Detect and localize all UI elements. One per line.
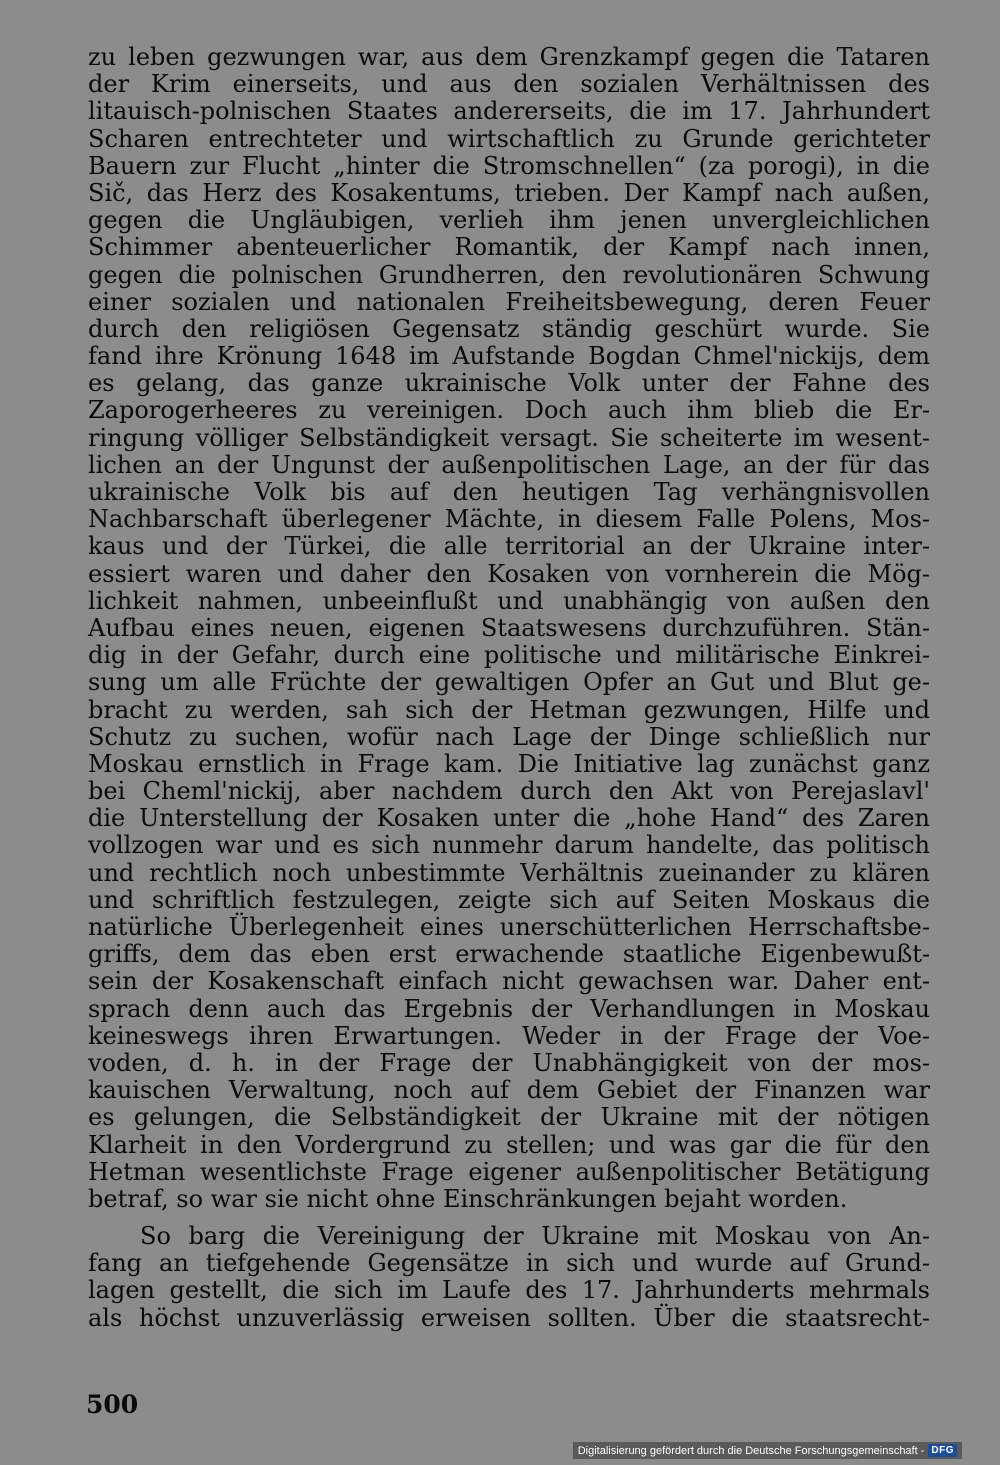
- text-line: gegen die Ungläubigen, verlieh ihm jenen unvergleichlichen: [88, 206, 930, 235]
- text-line: einer sozialen und nationalen Freiheitsbewegung, deren Feuer: [88, 287, 930, 316]
- text-line: Zaporogerheeres zu vereinigen. Doch auch ihm blieb die Er-: [88, 396, 930, 425]
- text-line: gegen die polnischen Grundherren, den revolutionären Schwung: [88, 260, 930, 289]
- text-line: Hetman wesentlichste Frage eigener außenpolitischer Betätigung: [88, 1157, 930, 1186]
- text-line: fang an tiefgehende Gegensätze in sich und wurde auf Grund-: [88, 1249, 930, 1278]
- text-line: kauischen Verwaltung, noch auf dem Gebiet der Finanzen war: [88, 1076, 930, 1105]
- digitization-credit: [573, 1442, 962, 1459]
- text-line: es gelungen, die Selbständigkeit der Ukraine mit der nötigen: [88, 1103, 930, 1132]
- text-line: Scharen entrechteter und wirtschaftlich zu Grunde gerichteter: [88, 124, 930, 153]
- text-line: als höchst unzuverlässig erweisen sollten. Über die staatsrecht-: [88, 1303, 930, 1332]
- page-number: 500: [86, 1390, 139, 1419]
- text-line: durch den religiösen Gegensatz ständig geschürt wurde. Sie: [88, 314, 930, 343]
- text-line: natürliche Überlegenheit eines unerschütterlichen Herrschaftsbe-: [88, 913, 930, 941]
- text-line: griffs, dem das eben erst erwachende staatliche Eigenbewußt-: [88, 940, 930, 969]
- text-line: Sič, das Herz des Kosakentums, trieben. Der Kampf nach außen,: [88, 178, 930, 207]
- text-line: Schimmer abenteuerlicher Romantik, der Kampf nach innen,: [88, 233, 930, 262]
- text-line: sprach denn auch das Ergebnis der Verhandlungen in Moskau: [88, 994, 930, 1023]
- text-line: essiert waren und daher den Kosaken von vornherein die Mög-: [88, 559, 930, 588]
- credit-text: Digitalisierung gefördert durch die Deutsche Forschungsgemeinschaft -: [577, 1444, 925, 1457]
- text-line: So barg die Vereinigung der Ukraine mit Moskau von An-: [140, 1222, 930, 1251]
- text-line: es gelang, das ganze ukrainische Volk unter der Fahne des: [88, 369, 930, 398]
- paragraph-1: [88, 44, 930, 1213]
- text-line: kaus und der Türkei, die alle territorial an der Ukraine inter-: [88, 532, 930, 561]
- text-line: litauisch-polnischen Staates andererseits, die im 17. Jahrhundert: [88, 97, 930, 126]
- text-line: Schutz zu suchen, wofür nach Lage der Dinge schließlich nur: [88, 722, 930, 751]
- page-text-block: [88, 44, 930, 1332]
- text-line: bracht zu werden, sah sich der Hetman gezwungen, Hilfe und: [88, 695, 930, 724]
- text-line: und rechtlich noch unbestimmte Verhältnis zueinander zu klären: [88, 858, 930, 887]
- text-line: Bauern zur Flucht „hinter die Stromschnellen“ (za porogi), in die: [88, 151, 930, 180]
- text-line: und schriftlich festzulegen, zeigte sich auf Seiten Moskaus die: [88, 885, 930, 914]
- text-line: bei Cheml'nickij, aber nachdem durch den Akt von Perejaslavl': [88, 777, 930, 806]
- text-line: sung um alle Früchte der gewaltigen Opfer an Gut und Blut ge-: [88, 668, 930, 697]
- text-line: Nachbarschaft überlegener Mächte, in diesem Falle Polens, Mos-: [88, 505, 930, 534]
- text-line: Moskau ernstlich in Frage kam. Die Initiative lag zunächst ganz: [88, 749, 930, 778]
- text-line: keineswegs ihren Erwartungen. Weder in der Frage der Voe-: [88, 1021, 930, 1050]
- text-line: Klarheit in den Vordergrund zu stellen; und was gar die für den: [88, 1130, 930, 1159]
- paragraph-2: [88, 1223, 930, 1332]
- text-line: lagen gestellt, die sich im Laufe des 17. Jahrhunderts mehrmals: [88, 1276, 930, 1305]
- text-line: lichkeit nahmen, unbeeinflußt und unabhängig von außen den: [88, 586, 930, 615]
- text-line: Aufbau eines neuen, eigenen Staatswesens durchzuführen. Stän-: [88, 613, 930, 642]
- dfg-logo-icon: DFG: [928, 1444, 957, 1457]
- text-line: voden, d. h. in der Frage der Unabhängigkeit von der mos-: [88, 1048, 930, 1077]
- text-line: dig in der Gefahr, durch eine politische und militärische Einkrei-: [88, 641, 930, 670]
- text-line: zu leben gezwungen war, aus dem Grenzkampf gegen die Tataren: [88, 43, 930, 71]
- text-line: der Krim einerseits, und aus den sozialen Verhältnissen des: [88, 70, 930, 99]
- text-line: ukrainische Volk bis auf den heutigen Tag verhängnisvollen: [88, 478, 930, 506]
- text-line: vollzogen war und es sich nunmehr darum handelte, das politisch: [88, 831, 930, 860]
- text-line: betraf, so war sie nicht ohne Einschränkungen bejaht worden.: [88, 1184, 848, 1213]
- text-line: fand ihre Krönung 1648 im Aufstande Bogdan Chmel'nickijs, dem: [88, 342, 930, 371]
- text-line: sein der Kosakenschaft einfach nicht gewachsen war. Daher ent-: [88, 967, 930, 996]
- text-line: ringung völliger Selbständigkeit versagt. Sie scheiterte im wesent-: [88, 423, 930, 452]
- text-line: lichen an der Ungunst der außenpolitischen Lage, an der für das: [88, 450, 930, 479]
- text-line: die Unterstellung der Kosaken unter die „hohe Hand“ des Zaren: [88, 804, 930, 833]
